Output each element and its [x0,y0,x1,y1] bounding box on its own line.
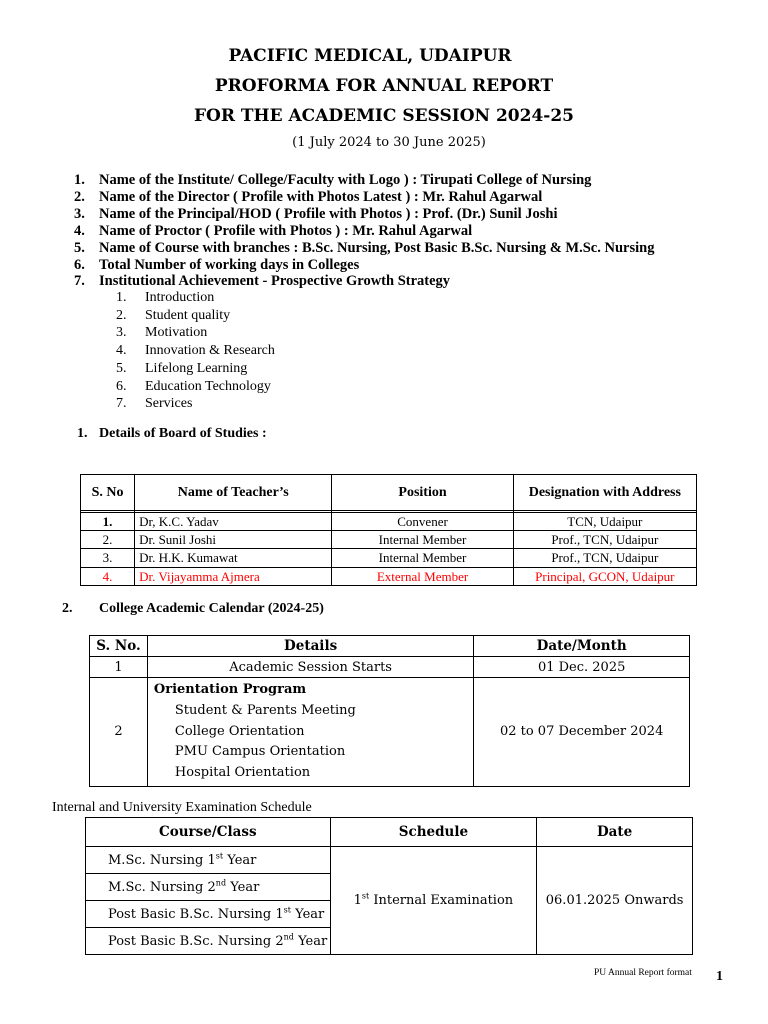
table-row [86,847,693,874]
orientation-title: Orientation Program [153,682,307,697]
table-row: 2 Orientation Program Student & Parents Meeting College Orientation PMU Campus Orientation Hospital Orientation 02 to 07 December 2024 [90,678,690,787]
orientation-item: Student & Parents Meeting [174,702,356,718]
main-list [74,172,734,290]
sublist-item: 3. Motivation [116,325,208,341]
column-header: Details [147,636,473,657]
schedule-cell: 1st Internal Examination [330,847,537,955]
orientation-item: PMU Campus Orientation [174,744,346,760]
board-of-studies-table [80,474,697,586]
list-item: 1. Name of the Institute/ College/Faculty with Logo ) : Tirupati College of Nursing [74,172,592,188]
academic-calendar-heading: 2. College Academic Calendar (2024-25) [62,601,324,616]
course-cell: Post Basic B.Sc. Nursing 1st Year [86,901,331,928]
sublist-item: 7. Services [116,396,193,412]
orientation-program-cell [147,678,473,787]
institution-title: PACIFIC MEDICAL, UDAIPUR [228,46,512,66]
table-row: 1 Academic Session Starts 01 Dec. 2025 [90,657,690,678]
table-row-external-member: 4. Dr. Vijayamma Ajmera External Member Principal, GCON, Udaipur [81,567,697,585]
table-row: 2. Dr. Sunil Joshi Internal Member Prof., TCN, Udaipur [81,531,697,549]
sublist-item: 4. Innovation & Research [116,343,275,359]
column-header: Date [537,818,693,847]
proforma-title: PROFORMA FOR ANNUAL REPORT [214,76,554,96]
board-of-studies-heading: 1. Details of Board of Studies : [77,426,267,441]
column-header: Position [332,475,513,511]
orientation-item: Hospital Orientation [174,765,311,781]
table-row: 3. Dr. H.K. Kumawat Internal Member Prof., TCN, Udaipur [81,549,697,567]
list-item: 2. Name of the Director ( Profile with Photos Latest ) : Mr. Rahul Agarwal [74,188,543,205]
growth-strategy-sublist [116,289,275,413]
list-item: 4. Name of Proctor ( Profile with Photos ) : Mr. Rahul Agarwal [74,222,473,239]
table-row: 1. Dr, K.C. Yadav Convener TCN, Udaipur [81,513,697,531]
list-item: 5. Name of Course with branches : B.Sc. Nursing, Post Basic B.Sc. Nursing & M.Sc. Nursing [74,239,655,256]
course-cell: Post Basic B.Sc. Nursing 2nd Year [86,928,331,955]
column-header: Date/Month [474,636,690,657]
sublist-item: 1. Introduction [116,290,215,305]
page-number: 1 [716,969,723,984]
session-period: (1 July 2024 to 30 June 2025) [292,135,486,150]
sublist-item: 6. Education Technology [116,378,271,394]
session-title: FOR THE ACADEMIC SESSION 2024-25 [193,106,574,126]
list-item: 7. Institutional Achievement - Prospective Growth Strategy [74,273,451,290]
list-item: 6. Total Number of working days in Colleges [74,256,360,273]
column-header: S. No. [90,636,148,657]
course-cell: M.Sc. Nursing 2nd Year [86,874,331,901]
table-header-row [90,636,690,657]
column-header: S. No [81,475,135,511]
academic-calendar-table [89,635,690,787]
column-header: Designation with Address [513,475,696,511]
sublist-item: 5. Lifelong Learning [116,360,248,376]
orientation-item: College Orientation [174,723,305,739]
table-header-row [86,818,693,847]
column-header: Course/Class [86,818,331,847]
exam-schedule-caption: Internal and University Examination Schedule [52,800,312,815]
list-item: 3. Name of the Principal/HOD ( Profile with Photos ) : Prof. (Dr.) Sunil Joshi [74,205,558,222]
column-header: Schedule [330,818,537,847]
course-cell: M.Sc. Nursing 1st Year [86,847,331,874]
sublist-item: 2. Student quality [116,307,231,323]
date-cell: 06.01.2025 Onwards [537,847,693,955]
exam-schedule-table [85,817,693,955]
footer-label: PU Annual Report format [594,968,692,978]
column-header: Name of Teacher’s [135,475,332,511]
table-header-row [81,475,697,511]
